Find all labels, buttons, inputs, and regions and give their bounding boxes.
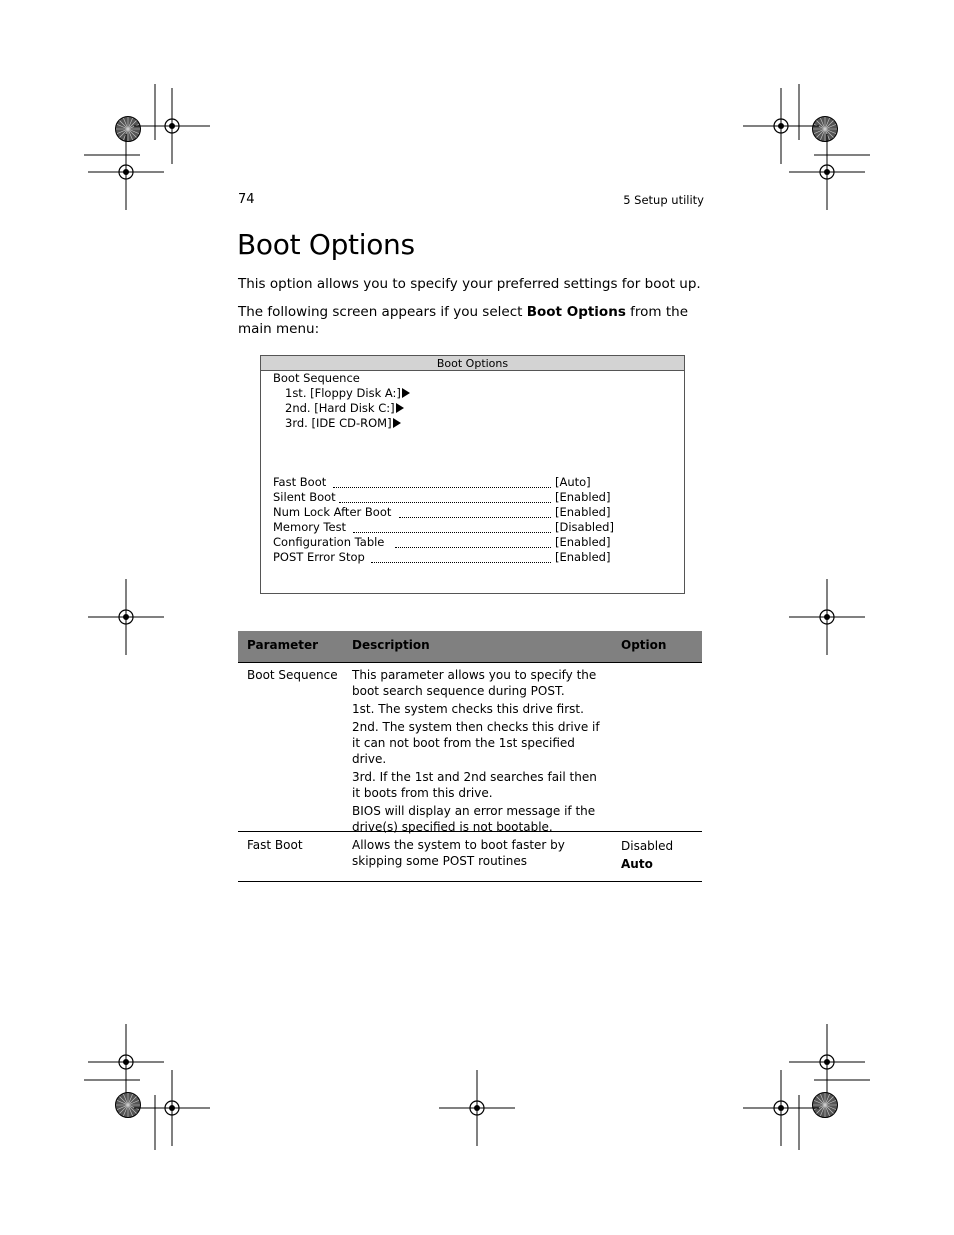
description-line: Allows the system to boot faster by skipping some POST routines [352, 838, 565, 868]
registration-crosshair-icon [88, 134, 164, 210]
page-title: Boot Options [237, 228, 415, 261]
registration-star-icon [813, 117, 838, 142]
option-value: [Auto] [555, 475, 591, 489]
bios-option-fast-boot[interactable] [273, 475, 673, 490]
description-line: This parameter allows you to specify the boot search sequence during POST. [352, 668, 597, 698]
option-value: [Enabled] [555, 550, 611, 564]
menu-reference: Boot Options [526, 304, 626, 320]
bios-option-num-lock[interactable] [273, 505, 673, 520]
registration-crosshair-icon [439, 1070, 515, 1146]
table-header [238, 631, 702, 662]
bios-option-silent-boot[interactable] [273, 490, 673, 505]
option-cell [621, 837, 673, 873]
option-label: POST Error Stop [273, 550, 365, 564]
boot-item-label: 2nd. [Hard Disk C:] [285, 401, 395, 415]
bios-screen [260, 355, 685, 594]
option-value: [Enabled] [555, 505, 611, 519]
bios-option-config-table[interactable] [273, 535, 673, 550]
leader-dots [395, 546, 551, 548]
boot-sequence-label[interactable]: Boot Sequence [273, 371, 360, 385]
registration-star-icon [813, 1093, 838, 1118]
option-label: Num Lock After Boot [273, 505, 392, 519]
screen-intro-paragraph [238, 304, 708, 338]
registration-crosshair-icon [88, 579, 164, 655]
submenu-arrow-icon [393, 418, 401, 428]
boot-item[interactable] [285, 416, 401, 431]
registration-star-icon [116, 1093, 141, 1118]
description-line: 3rd. If the 1st and 2nd searches fail then it boots from this drive. [352, 770, 597, 800]
option-label: Silent Boot [273, 490, 336, 504]
registration-crosshair-icon [743, 88, 819, 164]
default-option-value: Auto [621, 857, 653, 871]
registration-crosshair-icon [743, 1070, 819, 1146]
registration-crosshair-icon [789, 1024, 865, 1100]
text-span: from the main menu: [238, 304, 689, 337]
registration-star-icon [116, 117, 141, 142]
table-row [238, 662, 702, 832]
leader-dots [339, 501, 551, 503]
text-span: The following screen appears if you select [238, 304, 527, 320]
bios-title-bar: Boot Options [261, 356, 684, 371]
boot-item[interactable] [285, 386, 410, 401]
description-line: BIOS will display an error message if the drive(s) specified is not bootable. [352, 804, 596, 834]
parameter-table [238, 631, 702, 882]
boot-item-label: 3rd. [IDE CD-ROM] [285, 416, 392, 430]
table-row [238, 832, 702, 882]
option-value: [Enabled] [555, 535, 611, 549]
option-value: [Enabled] [555, 490, 611, 504]
bios-option-memory-test[interactable] [273, 520, 673, 535]
leader-dots [353, 531, 551, 533]
option-value: Disabled [621, 839, 674, 853]
leader-dots [399, 516, 551, 518]
leader-dots [371, 561, 551, 563]
leader-dots [333, 486, 551, 488]
registration-crosshair-icon [789, 579, 865, 655]
registration-crosshair-icon [134, 88, 210, 164]
boot-item-label: 1st. [Floppy Disk A:] [285, 386, 401, 400]
intro-paragraph: This option allows you to specify your preferred settings for boot up. [238, 276, 701, 292]
bios-option-post-error-stop[interactable] [273, 550, 673, 565]
registration-crosshair-icon [88, 1024, 164, 1100]
registration-crosshair-icon [789, 134, 865, 210]
column-header: Option [621, 638, 667, 652]
description-cell [352, 837, 608, 871]
submenu-arrow-icon [402, 388, 410, 398]
page-number: 74 [238, 192, 255, 207]
parameter-cell: Fast Boot [247, 838, 303, 852]
submenu-arrow-icon [396, 403, 404, 413]
option-label: Fast Boot [273, 475, 327, 489]
registration-crosshair-icon [134, 1070, 210, 1146]
boot-item[interactable] [285, 401, 404, 416]
option-label: Memory Test [273, 520, 347, 534]
parameter-cell: Boot Sequence [247, 668, 338, 682]
option-label: Configuration Table [273, 535, 385, 549]
option-value: [Disabled] [555, 520, 614, 534]
running-header: 5 Setup utility [623, 193, 704, 207]
column-header: Parameter [247, 638, 319, 652]
column-header: Description [352, 638, 430, 652]
description-cell [352, 667, 608, 837]
description-line: 1st. The system checks this drive first. [352, 702, 584, 716]
description-line: 2nd. The system then checks this drive if it can not boot from the 1st specified drive. [352, 720, 600, 766]
